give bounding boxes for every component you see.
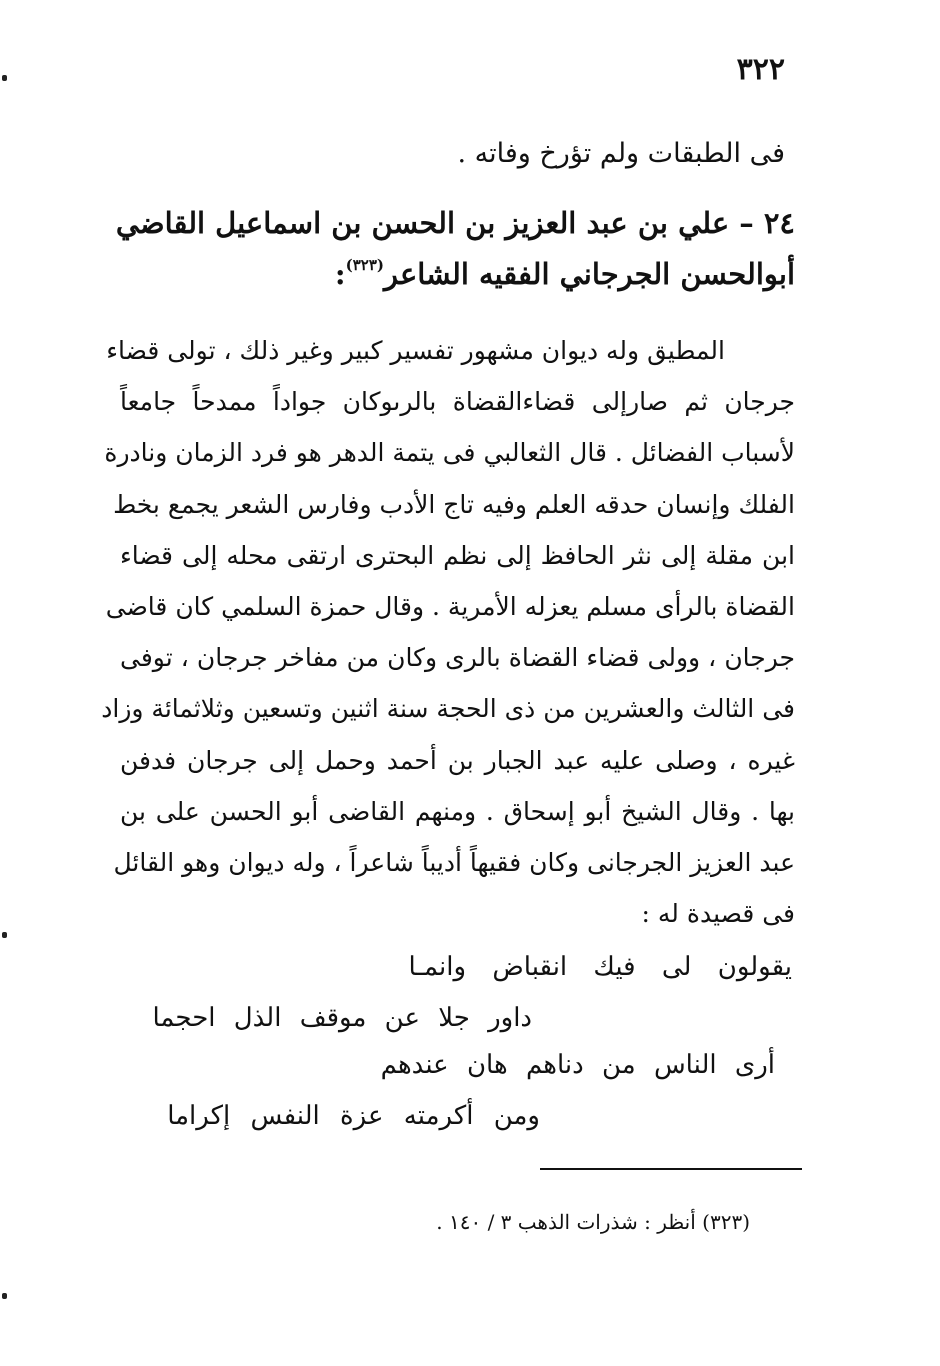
body-line: لأسباب الفضائل . قال الثعالبي فى يتمة الدهر هو فرد الزمان ونادرة (104, 438, 795, 468)
entry-body (101, 325, 795, 939)
entry-heading-line-2 (334, 256, 795, 291)
body-line: عبد العزيز الجرجانى وكان فقيهاً أديباً شاعراً ، وله ديوان وهو القائل (113, 847, 795, 877)
scan-margin-mark (2, 75, 7, 81)
body-line: جرجان ، وولى قضاء القضاة بالرى وكان من مفاخر جرجان ، توفى (120, 643, 795, 673)
continuation-line: فى الطبقات ولم تؤرخ وفاته . (457, 138, 785, 169)
verse-line: داور جلا عن موقف الذل احجما (152, 1003, 532, 1033)
body-line: الفلك وإنسان حدقه العلم وفيه تاج الأدب وفارس الشعر يجمع بخط (113, 489, 795, 519)
heading-colon: : (334, 257, 346, 291)
body-line: فى الثالث والعشرين من ذى الحجة سنة اثنين وتسعين وثلاثمائة وزاد (101, 694, 795, 724)
body-line: ابن مقلة إلى نثر الحافظ إلى نظم البحترى ارتقى محله إلى قضاء (120, 540, 795, 570)
footnote-reference[interactable]: (٣٢٣) (345, 256, 384, 274)
verse-line: ومن أكرمته عزة النفس إكراما (167, 1101, 540, 1131)
verse-line: يقولون لى فيك انقباض وانمـا (408, 952, 792, 982)
body-line: غيره ، وصلى عليه عبد الجبار بن أحمد وحمل إلى جرجان فدفن (120, 745, 795, 775)
body-line: المطيق وله ديوان مشهور تفسير كبير وغير ذلك ، تولى قضاء (106, 336, 725, 365)
body-line: بها . وقال الشيخ أبو إسحاق . ومنهم القاضى أبو الحسن على بن (120, 796, 795, 826)
body-line: القضاة بالرأى مسلم يعزله الأمرية . وقال حمزة السلمي كان قاضى (105, 591, 795, 621)
entry-heading-line-1: ٢٤ – علي بن عبد العزيز بن الحسن بن اسماعيل القاضي (115, 206, 795, 240)
entry-heading-name: أبوالحسن الجرجاني الفقيه الشاعر (383, 257, 795, 291)
footnote-text: (٣٢٣) أنظر : شذرات الذهب ٣ / ١٤٠ . (436, 1210, 750, 1234)
verse-line: أرى الناس من دناهم هان عندهم (380, 1050, 775, 1080)
footnote-divider (540, 1168, 802, 1170)
page-number: ٣٢٢ (736, 52, 785, 87)
body-line: فى قصيدة له : (641, 899, 795, 929)
body-line: جرجان ثم صارإلى قضاءالقضاة بالرىوكان جواداً ممدحاً جامعاً (120, 387, 795, 417)
scan-margin-mark (2, 1293, 7, 1299)
scan-margin-mark (2, 932, 7, 938)
